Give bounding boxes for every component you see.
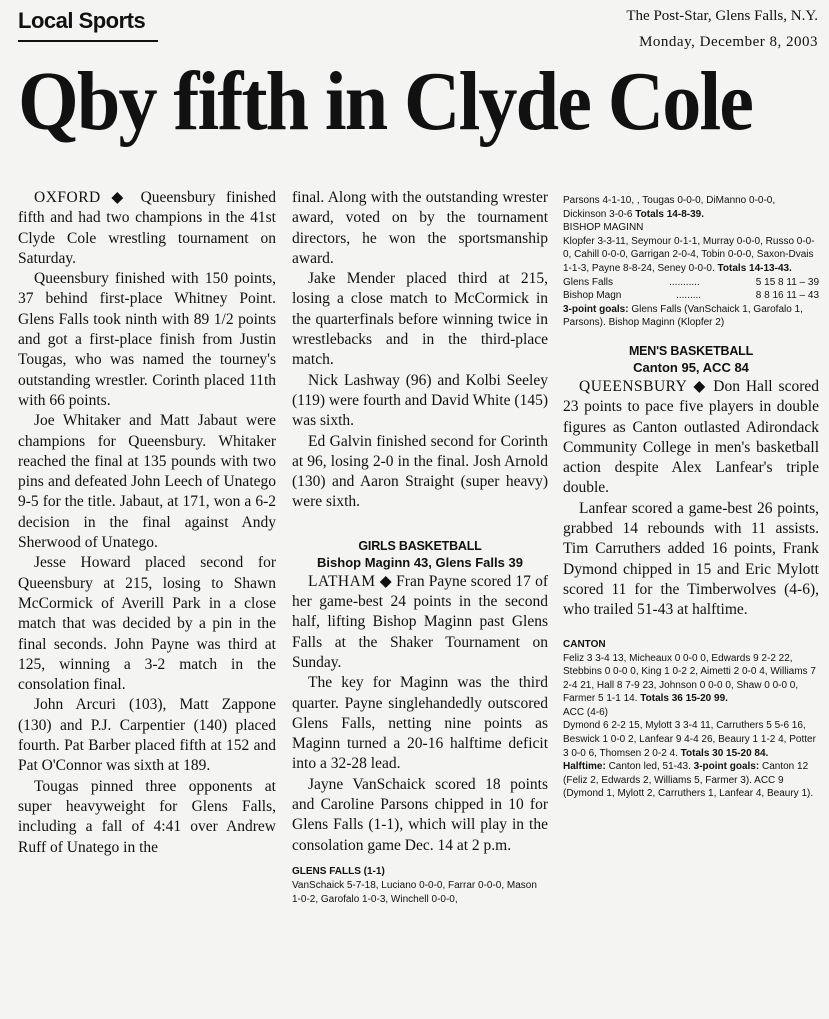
- box-score-text: Feliz 3 3-4 13, Micheaux 0 0-0 0, Edwards 9 2-2 22, Stebbins 0 0-0 0, King 1 0-2 2, Aimetti 2 0-0 4, Williams 7 2-4 21, Hall 8 7-9 23, Johnson 0 0-0 0, Shaw 0 0-0 0, Farmer 5 1-1 14. Totals 36 15-20 99.: [563, 652, 816, 705]
- dateline: OXFORD: [34, 189, 101, 206]
- article-paragraph: OXFORD ◆ Queensbury finished fifth and had two champions in the 41st Clyde Cole wrestling tournament on Saturday.: [18, 189, 276, 267]
- box-score-text: VanSchaick 5-7-18, Luciano 0-0-0, Farrar 0-0-0, Mason 1-0-2, Garofalo 1-0-3, Winchell 0-0-0,: [292, 879, 537, 905]
- mens-basketball-heading: MEN'S BASKETBALL: [628, 343, 754, 358]
- box-score-text: Klopfer 3-3-11, Seymour 0-1-1, Murray 0-0-0, Russo 0-0-0, Cahill 0-0-0, Garrigan 2-0-4, Tobin 0-0-0, Saxon-Dvais 1-1-3, Payne 8-8-24, Seney 0-0-0. Totals 14-13-43.: [563, 235, 815, 274]
- box-score-heading: CANTON: [563, 638, 606, 650]
- mens-basketball-score: Canton 95, ACC 84: [633, 359, 749, 375]
- section-label: Local Sports: [18, 8, 146, 33]
- box-score-text: Dymond 6 2-2 15, Mylott 3 3-4 11, Carruthers 5 5-6 16, Beswick 1 0-0 2, Lanfear 9 4-4 26, Beaury 1 1-2 4, Potter 3 0-0 6, Thomsen 2 0-2 4. Totals 30 15-20 84.: [563, 720, 816, 759]
- linescore-row: Glens Falls ........... 5 15 8 11 – 39: [563, 276, 819, 288]
- article-paragraph: QUEENSBURY ◆ Don Hall scored 23 points to pace five players in double figures as Canton outlasted Adirondack Community College in men's basketball action despite Alex Lanfear's triple double.: [563, 377, 819, 497]
- article-paragraph: Tougas pinned three opponents at super heavyweight for Glens Falls, including a fall of 4:41 over Andrew Ruff of Unatego in the: [18, 777, 276, 856]
- girls-basketball-heading: GIRLS BASKETBALL: [358, 538, 482, 553]
- bullet-icon: ◆: [693, 377, 708, 395]
- article-paragraph: Queensbury finished with 150 points, 37 behind first-place Whitney Point. Glens Falls took ninth with 89 1/2 points and got a first-place finish from Justin Tougas, who was named the tourney's outstanding wrestler. Corinth placed 11th with 66 points.: [18, 270, 276, 409]
- article-paragraph: Joe Whitaker and Matt Jabaut were champions for Queensbury. Whitaker reached the final at 135 pounds with two pins and defeated John Leech of Unatego 9-5 for the title. Jabaut, at 171, won a 6-2 decision in the final against Andy Sherwood of Unatego.: [18, 412, 276, 552]
- article-paragraph: Lanfear scored a game-best 26 points, grabbed 14 rebounds with 11 assists. Tim Carruthers added 16 points, Frank Dymond chipped in 15 and Eric Mylott scored 11 for the Timberwolves (4-6), who trailed 51-43 at halftime.: [563, 499, 819, 619]
- article-paragraph: Jesse Howard placed second for Queensbury at 215, losing to Shawn McCormick of Averill Park in a close match that was decided by a pin in the final seconds. John Payne was third at 125, winning a 3-2 match in the consolation final.: [18, 554, 276, 694]
- headline: Qby fifth in Clyde Cole: [18, 55, 753, 148]
- masthead: [18, 6, 818, 50]
- column-1: [18, 188, 276, 858]
- bullet-icon: ◆: [111, 189, 130, 206]
- issue-date: Monday, December 8, 2003: [639, 34, 818, 50]
- box-score-heading: BISHOP MAGINN: [563, 222, 644, 234]
- column-2: [292, 188, 548, 906]
- box-score-text: Parsons 4-1-10, , Tougas 0-0-0, DiManno 0-0-0, Dickinson 3-0-6 Totals 14-8-39.: [563, 195, 776, 220]
- article-paragraph: The key for Maginn was the third quarter. Payne singlehandedly outscored Glens Falls, netting nine points as Maginn turned a 20-16 halftime deficit into a 32-28 lead.: [292, 674, 548, 773]
- article-paragraph: Nick Lashway (96) and Kolbi Seeley (119) were fourth and David White (145) was sixth.: [292, 371, 548, 430]
- article-paragraph: final. Along with the outstanding wrester award, voted on by the tournament directors, he won the sportsmanship award.: [292, 189, 548, 267]
- box-score-heading: GLENS FALLS (1-1): [292, 865, 385, 877]
- article-paragraph: Jayne VanSchaick scored 18 points and Caroline Parsons chipped in 10 for Glens Falls (1-1), which will play in the consolation game Dec. 14 at 2 p.m.: [292, 775, 548, 854]
- article-paragraph: John Arcuri (103), Matt Zappone (130) and P.J. Carpentier (140) placed fourth. Pat Barber placed fifth at 152 and Pat O'Connor was sixth at 189.: [18, 696, 276, 775]
- newspaper-name: The Post-Star, Glens Falls, N.Y.: [626, 8, 818, 24]
- article-paragraph: Jake Mender placed third at 215, losing a close match to McCormick in the quarterfinals before winning twice in wrestlebacks and in the third-place match.: [292, 270, 548, 369]
- section-rule: [18, 40, 158, 42]
- article-paragraph: Ed Galvin finished second for Corinth at 96, losing 2-0 in the final. Josh Arnold (130) and Aaron Straight (super heavy) were sixth.: [292, 432, 548, 511]
- linescore-row: Bishop Magn ......... 8 8 16 11 – 43: [563, 290, 819, 302]
- article-paragraph: LATHAM ◆ Fran Payne scored 17 of her game-best 24 points in the second half, lifting Bishop Maginn past Glens Falls at the Shaker Tournament on Sunday.: [292, 572, 548, 671]
- girls-basketball-score: Bishop Maginn 43, Glens Falls 39: [317, 554, 523, 570]
- column-3: [563, 188, 819, 801]
- bullet-icon: ◆: [379, 572, 392, 590]
- box-score-text: 3-point goals: Glens Falls (VanSchaick 1, Garofalo 1, Parsons). Bishop Maginn (Klopfer 2): [563, 303, 803, 329]
- box-score-heading: ACC (4-6): [563, 706, 609, 718]
- box-score-text: Halftime: Canton led, 51-43. 3-point goals: Canton 12 (Feliz 2, Edwards 2, Williams 5, Farmer 3). ACC 9 (Dymond 1, Mylott 2, Carruthers 1, Lanfear 4, Beaury 1).: [563, 761, 814, 800]
